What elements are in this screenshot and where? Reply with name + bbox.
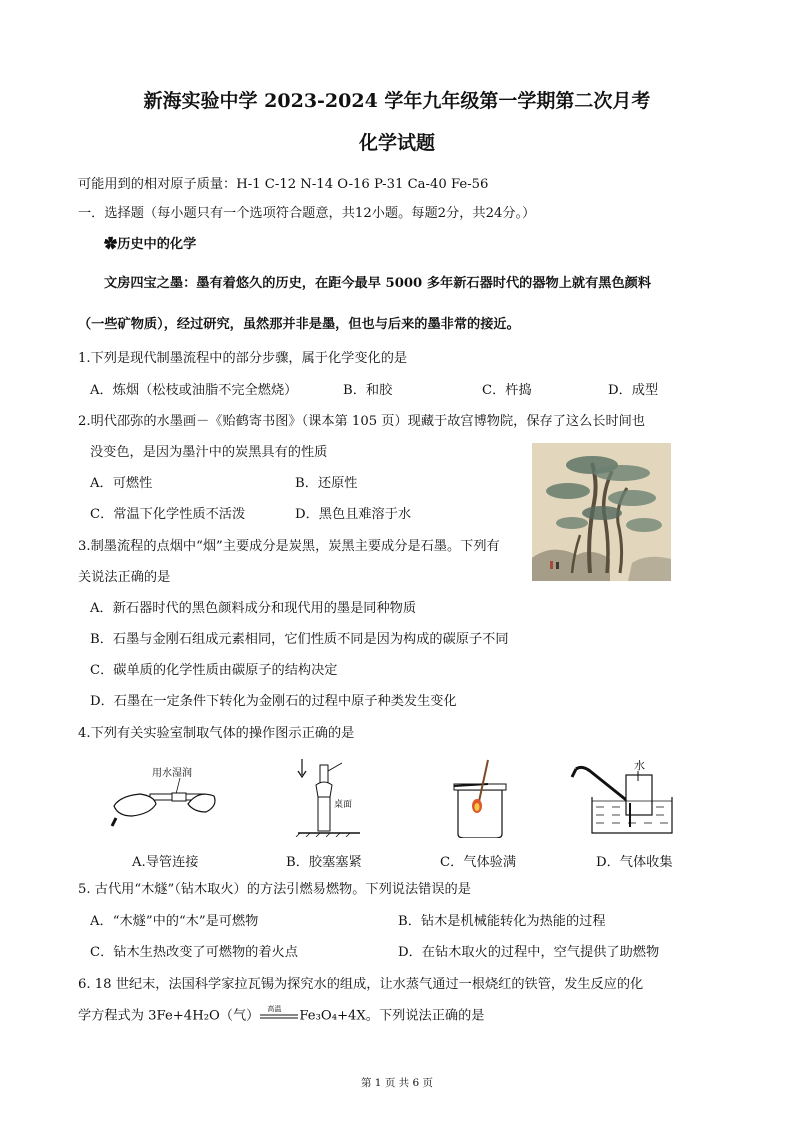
- q1-option-c: C．杵捣: [482, 383, 532, 398]
- intro-line-1: 文房四宝之墨：墨有着悠久的历史，在距今最早 5000 多年新石器时代的器物上就有黑色颜料: [104, 276, 652, 291]
- flower-icon: ✿: [104, 237, 118, 252]
- q5-option-a: A．“木燧”中的“木”是可燃物: [90, 914, 259, 929]
- figure-stopper-press: [290, 757, 370, 837]
- q6-stem-1: 6. 18 世纪末，法国科学家拉瓦锡为探究水的组成，让水蒸气通过一根烧红的铁管，发生反应的化: [78, 977, 644, 992]
- q1-option-a: A．炼烟（松枝或油脂不完全燃烧）: [90, 383, 298, 398]
- q4-option-a: A.导管连接: [132, 855, 199, 870]
- q2-stem-2: 没变色，是因为墨汁中的炭黑具有的性质: [90, 445, 328, 460]
- fig-d-label: 水: [634, 759, 645, 772]
- q3-option-c: C．碳单质的化学性质由碳原子的结构决定: [90, 663, 338, 678]
- reaction-arrow: [259, 1005, 299, 1024]
- q1-stem: 1.下列是现代制墨流程中的部分步骤，属于化学变化的是: [78, 351, 408, 366]
- q3-option-d: D．石墨在一定条件下转化为金刚石的过程中原子种类发生变化: [90, 694, 457, 709]
- theme-label: 历史中的化学: [117, 237, 197, 252]
- figure-gas-collection: [568, 757, 678, 837]
- q5-stem: 5. 古代用“木燧”（钻木取火）的方法引燃易燃物。下列说法错误的是: [78, 882, 471, 897]
- figure-tube-connection: [110, 760, 220, 830]
- intro-line-2: （一些矿物质），经过研究，虽然那并非是墨，但也与后来的墨非常的接近。: [78, 317, 520, 332]
- q5-option-d: D．在钻木取火的过程中，空气提供了助燃物: [398, 945, 660, 960]
- fig-a-label: 用水湿润: [152, 768, 192, 779]
- figure-gas-test: [450, 758, 510, 838]
- section-heading: 一．选择题（每小题只有一个选项符合题意，共12小题。每题2分，共24分。）: [78, 206, 536, 221]
- q5-option-c: C．钻木生热改变了可燃物的着火点: [90, 945, 298, 960]
- theme-title: [104, 237, 196, 253]
- page-footer: 第 1 页 共 6 页: [360, 1077, 434, 1089]
- q3-option-a: A．新石器时代的黑色颜料成分和现代用的墨是同种物质: [90, 601, 417, 616]
- reaction-condition: 高温: [267, 1005, 282, 1013]
- fig-b-label: 桌面: [334, 800, 353, 810]
- q4-option-c: C．气体验满: [440, 855, 517, 870]
- q2-stem-1: 2.明代邵弥的水墨画－《贻鹤寄书图》（课本第 105 页）现藏于故宫博物院，保存了这么长时间也: [78, 414, 646, 429]
- q2-option-a: A．可燃性: [90, 476, 153, 491]
- q6-equation-left: 学方程式为 3Fe+4H₂O（气）: [78, 1008, 260, 1024]
- ink-painting-image: [532, 443, 671, 581]
- atomic-masses: 可能用到的相对原子质量：H-1 C-12 N-14 O-16 P-31 Ca-40 Fe-56: [78, 177, 489, 192]
- q3-stem-2: 关说法正确的是: [78, 570, 171, 585]
- q4-option-d: D．气体收集: [596, 855, 673, 870]
- q4-option-b: B．胶塞塞紧: [286, 855, 362, 870]
- q3-stem-1: 3.制墨流程的点烟中“烟”主要成分是炭黑，炭黑主要成分是石墨。下列有: [78, 539, 500, 554]
- q2-option-c: C．常温下化学性质不活泼: [90, 507, 246, 522]
- q3-option-b: B．石墨与金刚石组成元素相同，它们性质不同是因为构成的碳原子不同: [90, 632, 509, 647]
- q1-option-b: B．和胶: [343, 383, 393, 398]
- q2-option-b: B．还原性: [295, 476, 358, 491]
- q4-stem: 4.下列有关实验室制取气体的操作图示正确的是: [78, 726, 355, 741]
- exam-title: 新海实验中学 2023-2024 学年九年级第一学期第二次月考: [143, 90, 651, 112]
- exam-subtitle: 化学试题: [358, 132, 435, 154]
- q2-option-d: D．黑色且难溶于水: [295, 507, 412, 522]
- q1-option-d: D．成型: [608, 383, 659, 398]
- q6-equation-right: Fe₃O₄+4X。下列说法正确的是: [299, 1008, 485, 1024]
- q6-stem-2: [78, 1005, 485, 1025]
- q5-option-b: B．钻木是机械能转化为热能的过程: [398, 914, 606, 929]
